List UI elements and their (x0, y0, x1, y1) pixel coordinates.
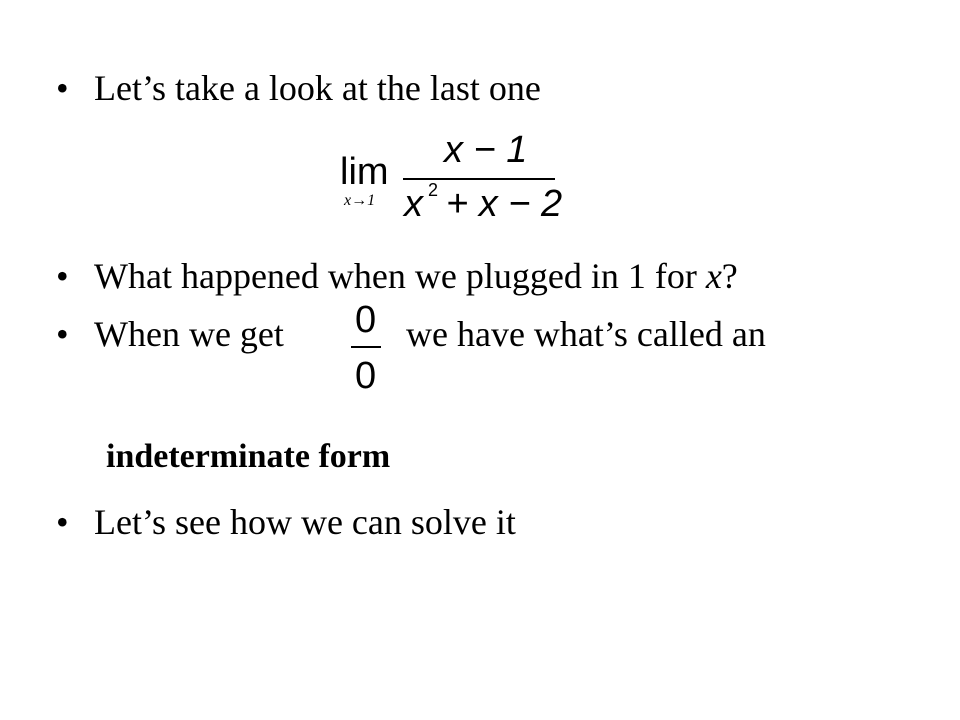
fraction-numerator: 0 (355, 299, 377, 341)
limit-denominator-rest: + x − 2 (446, 183, 563, 225)
indeterminate-form-label: indeterminate form (106, 438, 391, 475)
limit-operator: lim (340, 151, 389, 193)
bullet-variable: x (705, 256, 722, 296)
bullet-text: Let’s take a look at the last one (94, 68, 541, 108)
bullet-marker: • (56, 502, 69, 542)
bullet-item-when-we-get (56, 314, 284, 354)
bullet-item-take-a-look (56, 68, 541, 108)
limit-denominator-exponent: 2 (428, 180, 439, 200)
bullet-text-continuation (406, 314, 766, 354)
bullet-item-what-happened (56, 256, 738, 296)
bullet-text: When we get (94, 314, 284, 354)
bullet-marker: • (56, 68, 69, 108)
fraction-bar (351, 346, 381, 348)
bullet-text: What happened when we plugged in 1 for (94, 256, 706, 296)
limit-subscript: x→1 (344, 192, 376, 209)
bullet-text-end: ? (721, 256, 738, 296)
bullet-item-lets-see (56, 502, 516, 542)
limit-fraction-bar (403, 178, 555, 180)
bullet-marker: • (56, 314, 69, 354)
bullet-marker: • (56, 256, 69, 296)
limit-numerator: x − 1 (444, 129, 528, 171)
fraction-denominator: 0 (355, 355, 377, 397)
bullet-text-after: we have what’s called an (406, 314, 766, 354)
limit-denominator-x: x (404, 183, 423, 225)
bullet-text: Let’s see how we can solve it (94, 502, 516, 542)
